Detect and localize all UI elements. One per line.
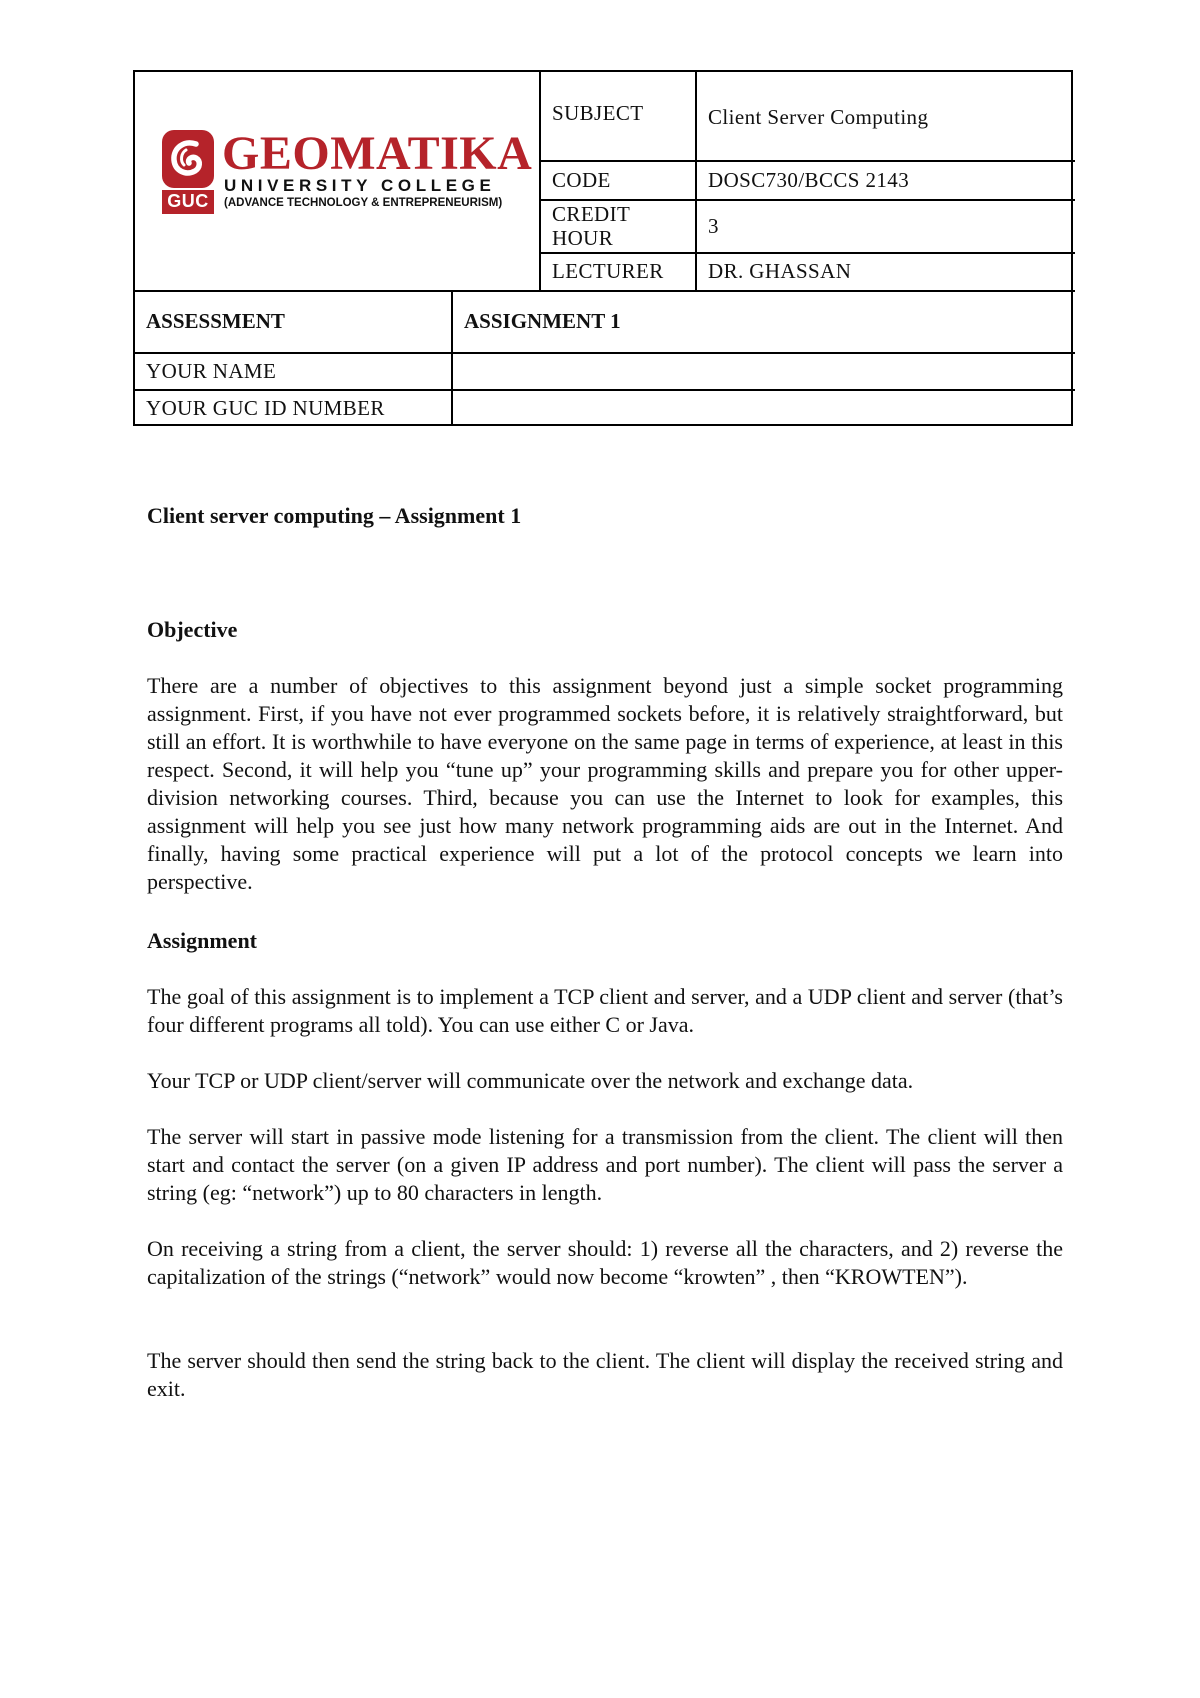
guc-id-label: YOUR GUC ID NUMBER xyxy=(146,395,385,420)
logo-subtitle: UNIVERSITY COLLEGE xyxy=(224,176,496,195)
logo-tagline: (ADVANCE TECHNOLOGY & ENTREPRENEURISM) xyxy=(224,197,503,209)
assignment-heading: Assignment xyxy=(147,928,258,953)
assessment-label: ASSESSMENT xyxy=(146,309,285,334)
assignment-paragraph-5: The server should then send the string back to the client. The client will display the received string and exit. xyxy=(147,1348,1063,1401)
assignment-paragraph-2: Your TCP or UDP client/server will communicate over the network and exchange data. xyxy=(147,1068,914,1093)
document-title: Client server computing – Assignment 1 xyxy=(147,503,522,528)
assignment-paragraph-3: The server will start in passive mode listening for a transmission from the client. The client will then start and contact the server (on a given IP address and port number). The client will pass the server a string (eg: “network”) up to 80 characters in length. xyxy=(147,1124,1063,1205)
university-logo xyxy=(162,127,533,218)
assessment-value: ASSIGNMENT 1 xyxy=(464,309,621,334)
credit-hour-label: CREDIT HOUR xyxy=(552,201,630,250)
logo-name: GEOMATIKA xyxy=(222,127,533,180)
objective-heading: Objective xyxy=(147,617,238,642)
credit-hour-value: 3 xyxy=(708,213,719,238)
subject-value: Client Server Computing xyxy=(708,105,929,130)
logo-mark-text: GUC xyxy=(167,191,209,211)
your-name-label: YOUR NAME xyxy=(146,358,277,383)
your-name-field[interactable] xyxy=(453,354,1075,389)
lecturer-label: LECTURER xyxy=(552,259,664,284)
guc-id-field[interactable] xyxy=(453,391,1075,426)
subject-label: SUBJECT xyxy=(552,101,644,125)
header-table xyxy=(133,70,1073,426)
code-value: DOSC730/BCCS 2143 xyxy=(708,167,910,192)
objective-paragraph: There are a number of objectives to this assignment beyond just a simple socket programming assignment. First, if you have not ever programmed sockets before, it is relatively straightforward, but still an effort. It is worthwhile to have everyone on the same page in terms of experience, at least in this respect. Second, it will help you “tune up” your programming skills and prepare you for other upper-division networking courses. Third, because you can use the Internet to look for examples, this assignment will help you see just how many network programming aids are out in the Internet. And finally, having some practical experience will put a lot of the protocol concepts we learn into perspective. xyxy=(147,673,1063,894)
assignment-paragraph-1: The goal of this assignment is to implement a TCP client and server, and a UDP client and server (that’s four different programs all told). You can use either C or Java. xyxy=(147,984,1063,1037)
code-label: CODE xyxy=(552,167,611,192)
lecturer-value: DR. GHASSAN xyxy=(708,259,852,284)
assignment-paragraph-4: On receiving a string from a client, the server should: 1) reverse all the characters, and 2) reverse the capitalization of the strings (“network” would now become “krowten” , then “KROWTEN”). xyxy=(147,1236,1063,1289)
